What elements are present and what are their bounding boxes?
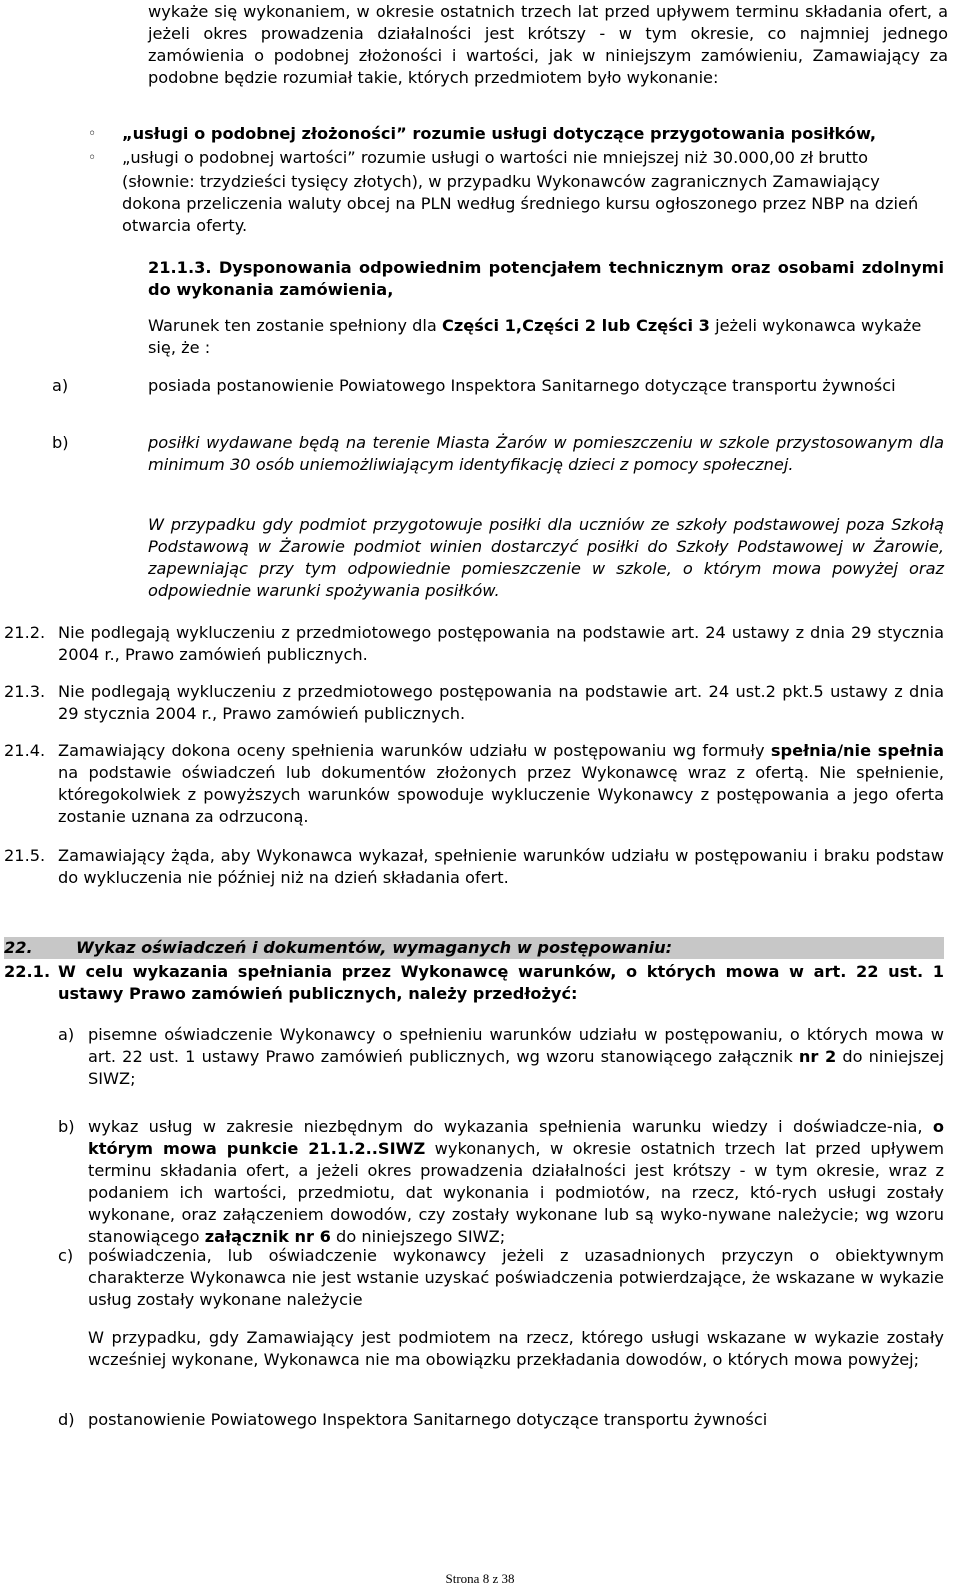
bullet-continuation: (słownie: trzydzieści tysięcy złotych), w przypadku Wykonawców zagranicznych Zamawiający dokona przeliczenia waluty obcej na PLN według średniego kursu ogłoszonego przez NBP na dzień otwarcia oferty.: [122, 172, 919, 235]
text-post: do niniejszego SIWZ;: [330, 1227, 506, 1246]
section-number: 22.1.: [4, 962, 51, 981]
item-text: [58, 1116, 944, 1248]
text-post: na podstawie oświadczeń lub dokumentów złożonych przez Wykonawcę wraz z ofertą. Nie spełnienie, któregokolwiek z powyższych warunków spowoduje wykluczenie Wykonawcy z postępowania a jego oferta zostanie uznana za odrzuconą.: [58, 763, 944, 826]
bullet-value: „usługi o podobnej wartości” rozumie usługi o wartości nie mniejszej niż 30.000,00 zł brutto: [122, 148, 869, 167]
section-21-4: [4, 740, 944, 828]
section-title: Dysponowania odpowiednim potencjałem technicznym oraz osobami zdolnymi do wykonania zamówienia,: [148, 258, 944, 299]
condition-paragraph: [148, 315, 944, 359]
document-item-c: [58, 1245, 944, 1311]
text-bold: spełnia/nie spełnia: [770, 741, 944, 760]
section-21-2: [4, 622, 944, 666]
section-text: Nie podlegają wykluczeniu z przedmiotowego postępowania na podstawie art. 24 ustawy z dnia 29 stycznia 2004 r., Prawo zamówień publicznych.: [58, 623, 944, 664]
condition-parts: Części 1,Części 2 lub Części 3: [441, 316, 710, 335]
text-post: do niniejszej SIWZ;: [88, 1047, 945, 1088]
text-bold-annex: załącznik nr 6: [204, 1227, 331, 1246]
item-text: [58, 1024, 944, 1090]
item-label: a): [58, 1025, 75, 1044]
document-item-d: [58, 1409, 944, 1431]
section-number: 21.3.: [4, 682, 46, 701]
text-pre: pisemne oświadczenie Wykonawcy o spełnieniu warunków udziału w postępowaniu, o których mowa w art. 22 ust. 1 ustawy Prawo zamówień publicznych, wg wzoru stanowiącego załącznik: [88, 1025, 944, 1066]
item-label: b): [58, 1117, 75, 1136]
section-number: 21.2.: [4, 623, 46, 642]
condition-b-text: posiłki wydawane będą na terenie Miasta Żarów w pomieszczeniu w szkole przystosowanym dla minimum 30 osób uniemożliwiającym identyfikację dzieci z pomocy społecznej.: [148, 433, 944, 474]
condition-pre: Warunek ten zostanie spełniony dla: [148, 316, 442, 335]
condition-post: jeżeli wykonawca wykaże się, że :: [148, 316, 922, 357]
section-number: 21.1.3.: [148, 258, 212, 277]
text-pre: wykaz usług w zakresie niezbędnym do wykazania spełnienia warunku wiedzy i doświadcze-nia,: [88, 1117, 933, 1136]
section-21-1-3-heading: [148, 257, 944, 301]
text-bold-ref: o którym mowa punkcie 21.1.2..SIWZ: [88, 1117, 944, 1158]
text-bold: nr 2: [798, 1047, 837, 1066]
page-footer: Strona 8 z 38: [445, 1571, 515, 1586]
intro-paragraph: wykaże się wykonaniem, w okresie ostatnich trzech lat przed upływem terminu składania ofert, a jeżeli okres prowadzenia działalności jest krótszy - w tym okresie, co najmniej jednego zamówienia o podobnej złożoności i wartości, jak w niniejszym zamówieniu, Zamawiający za podobne będzie rozumiał takie, których przedmiotem było wykonanie:: [148, 2, 948, 87]
bullet-marker: ◦: [88, 126, 97, 142]
item-text: postanowienie Powiatowego Inspektora Sanitarnego dotyczące transportu żywności: [88, 1410, 768, 1429]
section-22-1-heading: [4, 961, 944, 1005]
section-title: Wykaz oświadczeń i dokumentów, wymaganych w postępowaniu:: [76, 938, 673, 957]
section-text: Nie podlegają wykluczeniu z przedmiotowego postępowania na podstawie art. 24 ust.2 pkt.5 ustawy z dnia 29 stycznia 2004 r., Prawo zamówień publicznych.: [58, 682, 944, 723]
section-21-5: [4, 845, 944, 889]
section-number: 22.: [4, 938, 33, 957]
section-22-heading: [4, 937, 944, 959]
document-item-b: [58, 1116, 944, 1248]
condition-a-text: posiada postanowienie Powiatowego Inspektora Sanitarnego dotyczące transportu żywności: [148, 376, 896, 395]
text-mid: wykonanych, w okresie ostatnich trzech lat przed upływem terminu składania ofert, a jeżeli okres prowadzenia działalności jest krótszy - w tym okresie, wraz z podaniem ich wartości, przedmiotu, dat wykonania i podmiotów, na rzecz, któ-rych usługi zostały wykonane, oraz załączeniem dowodów, czy zostały wykonane lub są wyko-nywane należycie; wg wzoru stanowiącego: [88, 1139, 945, 1246]
item-b-label: b): [52, 433, 69, 452]
section-21-3: [4, 681, 944, 725]
section-text: Zamawiający żąda, aby Wykonawca wykazał, spełnienie warunków udziału w postępowaniu i braku podstaw do wykluczenia nie później niż na dzień składania ofert.: [58, 846, 944, 887]
item-a-label: a): [52, 376, 69, 395]
item-label: c): [58, 1246, 74, 1265]
bullet-marker: ◦: [88, 150, 97, 166]
condition-b-paragraph: W przypadku gdy podmiot przygotowuje posiłki dla uczniów ze szkoły podstawowej poza Szkołą Podstawową w Żarowie podmiot winien dostarczyć posiłki do Szkoły Podstawowej w Żarowie, zapewniając przy tym odpowiednie pomieszczenie w szkole, o którym mowa powyżej oraz odpowiednie warunki spożywania posiłków.: [148, 515, 944, 600]
section-number: 21.5.: [4, 846, 46, 865]
document-item-a: [58, 1024, 944, 1090]
section-title: W celu wykazania spełniania przez Wykonawcę warunków, o których mowa w art. 22 ust. 1 ustawy Prawo zamówień publicznych, należy przedłożyć:: [58, 962, 944, 1003]
text-pre: Zamawiający dokona oceny spełnienia warunków udziału w postępowaniu wg formuły: [58, 741, 771, 760]
bullet-complexity: „usługi o podobnej złożoności” rozumie usługi dotyczące przygotowania posiłków,: [122, 124, 877, 143]
item-label: d): [58, 1410, 75, 1429]
document-item-c-paragraph: W przypadku, gdy Zamawiający jest podmiotem na rzecz, którego usługi wskazane w wykazie zostały wcześniej wykonane, Wykonawca nie ma obowiązku przekładania dowodów, o których mowa powyżej;: [88, 1328, 944, 1369]
section-number: 21.4.: [4, 741, 46, 760]
item-text: poświadczenia, lub oświadczenie wykonawcy jeżeli z uzasadnionych przyczyn o obiektywnym charakterze Wykonawca nie jest wstanie uzyskać poświadczenia potwierdzające, że wskazane w wykazie usług zostały wykonane należycie: [88, 1246, 944, 1309]
section-text: [4, 740, 944, 828]
